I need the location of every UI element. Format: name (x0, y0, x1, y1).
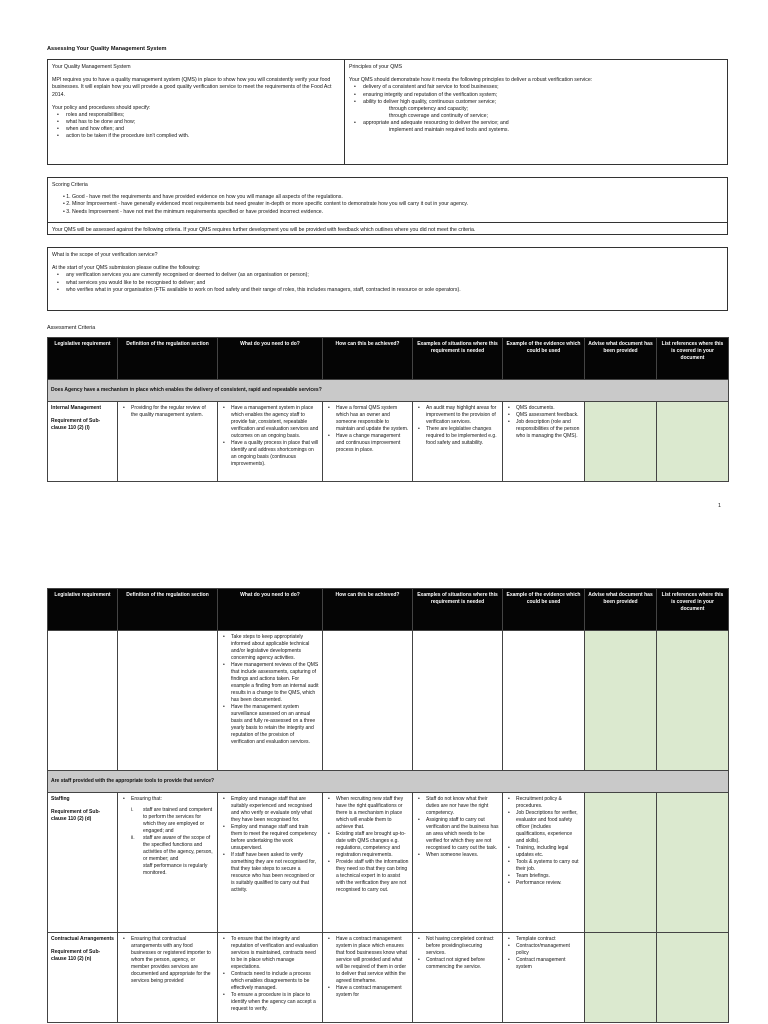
scope-intro: At the start of your QMS submission please outline the following: (52, 265, 201, 272)
list-item: • Have a management system in place which enables the agency staff to provide fair, consistent, repeatable verification and evaluation services and outcomes on an ongoing basis. (231, 405, 319, 440)
column-header: Advise what document has been provided (585, 589, 657, 631)
divider (48, 222, 727, 223)
table-header-row (48, 338, 729, 380)
document-provided-input[interactable] (585, 793, 657, 933)
references-input[interactable] (657, 631, 729, 771)
definition-cell (118, 933, 218, 1023)
requirement-clause: Requirement of Sub-clause 110 (2) (n) (51, 949, 101, 962)
list-item: • what services you would like to be recognised to deliver; and (66, 280, 723, 287)
scope-box (47, 247, 728, 311)
list-item: • Contract management system (516, 957, 581, 971)
column-header: Advise what document has been provided (585, 338, 657, 380)
qms-panel (48, 60, 345, 164)
references-input[interactable] (657, 402, 729, 482)
list-item: • 1. Good - have met the requirements and have provided evidence on how you will manage all aspects of the regulations. (72, 194, 723, 201)
principles-list-2 (349, 120, 723, 127)
column-header: How can this be achieved? (323, 589, 413, 631)
scoring-heading: Scoring Criteria (52, 182, 88, 188)
list-item: • when and how often; and (66, 126, 340, 133)
list-item: • Existing staff are brought up-to-date with QMS changes e.g. regulations, competency and registration requirements. (336, 831, 409, 859)
table-row (48, 631, 729, 771)
list-item: • Job Descriptions for verifier, evaluator and food safety officer (includes qualifications, experience and skills). (516, 810, 581, 845)
column-header: Examples of situations where this requirement is needed (413, 589, 503, 631)
list-item: • Ensuring that contractual arrangements with any food businesses or registered importer to whom the person, agency, or member provides services are documented and appropriate for the services being provided (131, 936, 214, 985)
principles-panel (345, 60, 727, 164)
list-item: • Have management reviews of the QMS that include assessments, capturing of findings and actions taken. For example a finding from an internal audit results in a change to the QMS, which has been documented. (231, 662, 319, 704)
definition-cell (118, 793, 218, 933)
list-item: • An audit may highlight areas for improvement to the provision of verification services. (426, 405, 499, 426)
requirement-clause: Requirement of Sub-clause 110 (2) (d) (51, 809, 101, 822)
definition-tail: staff performance is regularly monitored. (143, 863, 208, 876)
column-header: Definition of the regulation section (118, 338, 218, 380)
list-item: • delivery of a consistent and fair service to food businesses; (363, 84, 723, 91)
principles-sub-1: through competency and capacity; (389, 105, 469, 112)
column-header: How can this be achieved? (323, 338, 413, 380)
list-item: • Staff do not know what their duties are nor have the right competency. (426, 796, 499, 817)
table-header-row (48, 589, 729, 631)
document-provided-input[interactable] (585, 631, 657, 771)
list-item: i. staff are trained and competent to perform the services for which they are employed or engaged; and (143, 807, 214, 835)
evidence-cell (503, 402, 585, 482)
principles-sub-3: implement and maintain required tools and systems. (389, 127, 509, 134)
column-header: What do you need to do? (218, 589, 323, 631)
what-cell (218, 793, 323, 933)
scoring-list (52, 194, 723, 216)
document-provided-input[interactable] (585, 402, 657, 482)
list-item: • Team briefings. (516, 873, 581, 880)
list-item: • Assigning staff to carry out verification and the business has an area which needs to be verified for which they are not recognised to carry out the task. (426, 817, 499, 852)
column-header: Example of the evidence which could be used (503, 338, 585, 380)
requirement-clause: Requirement of Sub-clause 110 (2) (l) (51, 418, 101, 431)
section-row (48, 380, 729, 402)
list-item: • QMS documents. (516, 405, 581, 412)
list-item: • There are legislative changes required to be implemented e.g. food safety and suitability. (426, 426, 499, 447)
list-item: • Have a formal QMS system which has an owner and someone responsible to maintain and update the system. (336, 405, 409, 433)
examples-cell (413, 793, 503, 933)
list-item: • ensuring integrity and reputation of the verification system; (363, 92, 723, 99)
section-question: Are staff provided with the appropriate tools to provide that service? (48, 771, 729, 793)
what-cell (218, 402, 323, 482)
qms-policy-list (52, 112, 340, 141)
list-item: • Have a contract management system in place which ensures that food businesses know what service will provided and what will be required of them in order to deliver that service within the agreed timeframe. (336, 936, 409, 985)
list-item: • 3. Needs Improvement - have not met the minimum requirements specified or have provided incorrect evidence. (72, 209, 723, 216)
principles-intro: Your QMS should demonstrate how it meets the following principles to deliver a robust verification service: (349, 77, 593, 84)
list-item: • Take steps to keep appropriately informed about applicable technical and/or legislative developments concerning agency activities. (231, 634, 319, 662)
qms-heading: Your Quality Management System (52, 64, 131, 70)
requirement-title: Contractual Arrangements (51, 936, 114, 942)
list-item: • To ensure that the integrity and reputation of verification and evaluation services is maintained, contracts need to be in place which manage expectations. (231, 936, 319, 971)
how-cell (323, 793, 413, 933)
column-header: Legislative requirement (48, 338, 118, 380)
scoring-footer: Your QMS will be assessed against the following criteria. If your QMS requires further development you will be provided with feedback which outlines where you did not meet the criteria. (52, 226, 476, 233)
principles-list (349, 84, 723, 106)
table-row (48, 402, 729, 482)
list-item: • Employ and manage staff that are suitably experienced and recognised and who verify or evaluate only what they have been recognised for. (231, 796, 319, 824)
list-item: • Template contract (516, 936, 581, 943)
list-item: • QMS assessment feedback. (516, 412, 581, 419)
scoring-criteria-box (47, 177, 728, 235)
list-item: • When someone leaves. (426, 852, 499, 859)
list-item: • When recruiting new staff they have the right qualifications or there is a mechanism in place which will enable them to achieve that. (336, 796, 409, 831)
list-item: • ability to deliver high quality, continuous customer service; (363, 99, 723, 106)
list-item: • Recruitment policy & procedures. (516, 796, 581, 810)
requirement-title: Internal Management (51, 405, 102, 411)
principles-sub-2: through coverage and continuity of service; (389, 113, 488, 120)
list-item: • Contractor/management policy (516, 943, 581, 957)
references-input[interactable] (657, 793, 729, 933)
list-item: • appropriate and adequate resourcing to deliver the service; and (363, 120, 723, 127)
list-item: • Have a quality process in place that will identify and address shortcomings on an ongoing basis (continuous improvements). (231, 440, 319, 468)
list-item: • Not having completed contract before providing/securing services. (426, 936, 499, 957)
section-row (48, 771, 729, 793)
column-header: What do you need to do? (218, 338, 323, 380)
assessment-table-page-2 (47, 588, 729, 1023)
legislative-cell (48, 402, 118, 482)
table-row (48, 933, 729, 1023)
column-header: List references where this is covered in your document (657, 338, 729, 380)
column-header: Definition of the regulation section (118, 589, 218, 631)
list-item: • Employ and manage staff and train them to meet the required competency before undertaking the work unsupervised. (231, 824, 319, 852)
examples-cell (413, 631, 503, 771)
list-item: • 2. Minor Improvement - have generally evidenced most requirements but need greater in-depth or more specific content to demonstrate how you will carry it out in your agency. (72, 201, 723, 208)
references-input[interactable] (657, 933, 729, 1023)
examples-cell (413, 933, 503, 1023)
scope-heading: What is the scope of your verification service? (52, 252, 158, 258)
document-provided-input[interactable] (585, 933, 657, 1023)
requirement-title: Staffing (51, 796, 70, 802)
assessment-table-page-1 (47, 337, 729, 482)
list-item: • Have the management system surveillance assessed on an annual basis and fully re-assessed on a three yearly basis to retain the integrity and reputation of the provision of verification and evaluation services. (231, 704, 319, 746)
list-item: • Job description (role and responsibilities of the person who is managing the QMS). (516, 419, 581, 440)
list-item: • any verification services you are currently recognised or deemed to deliver (as an organisation or person); (66, 272, 723, 279)
definition-cell (118, 631, 218, 771)
column-header: Example of the evidence which could be used (503, 589, 585, 631)
how-cell (323, 631, 413, 771)
list-item: • Contract not signed before commencing the service. (426, 957, 499, 971)
list-item: • Ensuring that: (131, 796, 214, 803)
what-cell (218, 933, 323, 1023)
list-item: • Contracts need to include a process which enables disagreements to be effectively managed. (231, 971, 319, 992)
examples-cell (413, 402, 503, 482)
how-cell (323, 933, 413, 1023)
list-item: • Performance review. (516, 880, 581, 887)
page-number: 1 (718, 503, 721, 509)
list-item: • Training, including legal updates etc. (516, 845, 581, 859)
column-header: Examples of situations where this requirement is needed (413, 338, 503, 380)
qms-principles-box (47, 59, 728, 165)
list-item: • To ensure a procedure is in place to identify when the agency can accept a request to verify. (231, 992, 319, 1013)
evidence-cell (503, 631, 585, 771)
scope-list (52, 272, 723, 294)
list-item: • action to be taken if the procedure isn't complied with. (66, 133, 340, 140)
evidence-cell (503, 793, 585, 933)
legislative-cell (48, 793, 118, 933)
list-item: • roles and responsibilities; (66, 112, 340, 119)
list-item: • Providing for the regular review of the quality management system. (131, 405, 214, 419)
list-item: • what has to be done and how; (66, 119, 340, 126)
definition-cell (118, 402, 218, 482)
column-header: Legislative requirement (48, 589, 118, 631)
legislative-cell (48, 631, 118, 771)
document-title: Assessing Your Quality Management System (47, 46, 167, 52)
list-item: • Tools & systems to carry out their job. (516, 859, 581, 873)
list-item: • If staff have been asked to verify something they are not recognised for, that they take steps to secure a resource who has been recognised or is suitably qualified to carry out that activity. (231, 852, 319, 894)
principles-heading: Principles of your QMS (349, 64, 403, 70)
list-item: • Have a change management and continuous improvement process in place. (336, 433, 409, 454)
qms-policy-intro: Your policy and procedures should specify: (52, 104, 151, 111)
list-item: • Provide staff with the information they need so that they can bring a technical expert in to assist with the verification they are not recognised to carry out. (336, 859, 409, 894)
list-item: ii. staff are aware of the scope of the specified functions and activities of the agency, person, or member; and (143, 835, 214, 863)
table-row (48, 793, 729, 933)
assessment-criteria-label: Assessment Criteria (47, 325, 96, 331)
what-cell (218, 631, 323, 771)
how-cell (323, 402, 413, 482)
column-header: List references where this is covered in your document (657, 589, 729, 631)
evidence-cell (503, 933, 585, 1023)
list-item: • who verifies what in your organisation (FTE available to work on food safety and their range of roles, this includes managers, staff, contracted in resource or sole operators). (66, 287, 723, 294)
section-question: Does Agency have a mechanism in place which enables the delivery of consistent, rapid and repeatable services? (48, 380, 729, 402)
qms-intro: MPI requires you to have a quality management system (QMS) in place to show how you will consistently verify your food businesses. It will explain how you will provide a good quality verification service to meet the requirements of the Food Act 2014. (52, 77, 332, 98)
legislative-cell (48, 933, 118, 1023)
list-item: • Have a contract management system for (336, 985, 409, 999)
